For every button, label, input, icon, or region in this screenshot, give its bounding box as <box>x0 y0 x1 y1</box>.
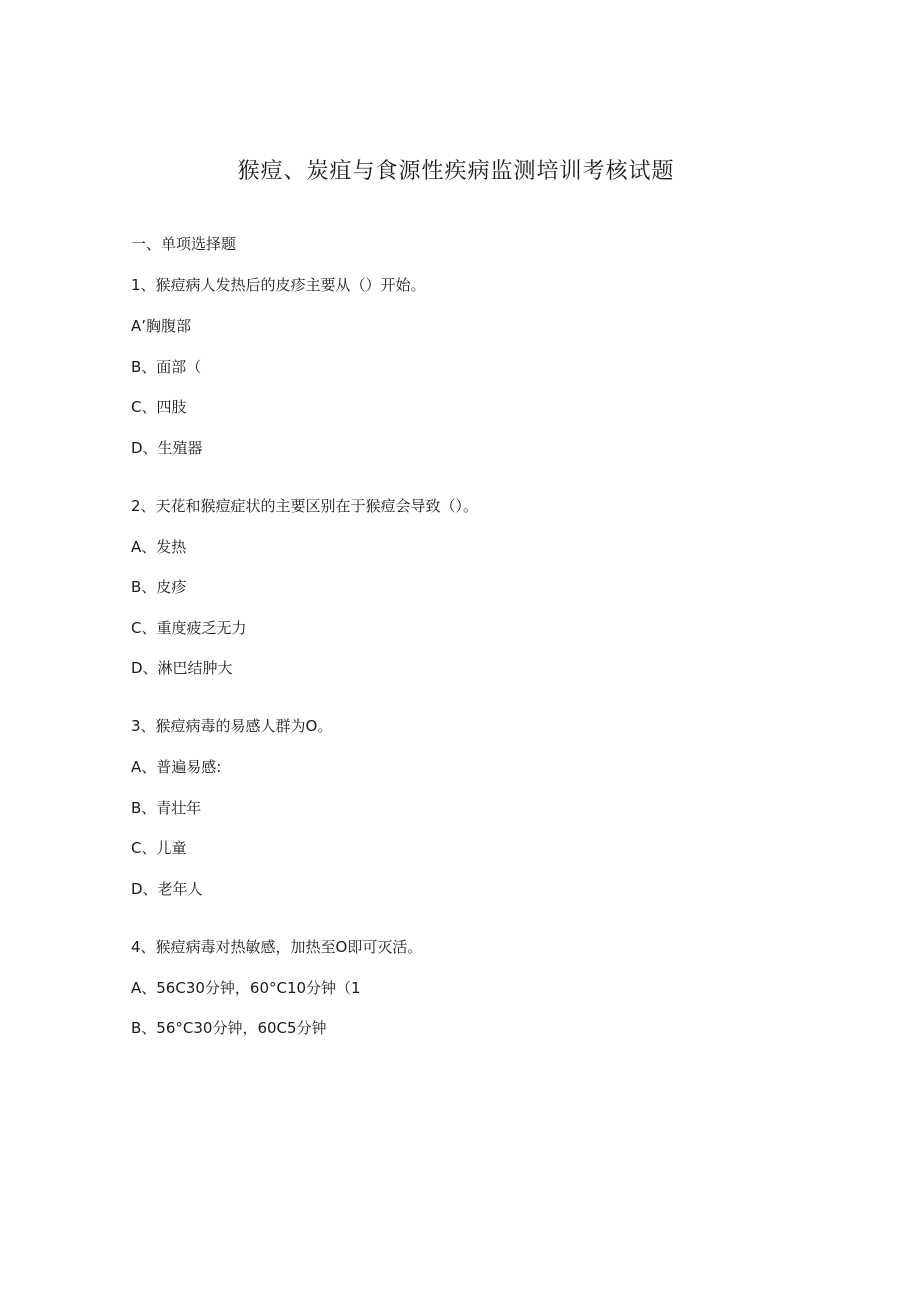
question-stem: 1、猴痘病人发热后的皮疹主要从（）开始。 <box>131 276 426 294</box>
option-b: B、青壮年 <box>131 798 202 817</box>
question-stem: 4、猴痘病毒对热敏感，加热至O即可灭活。 <box>131 937 423 956</box>
option-b: B、56°C30分钟，60C5分钟 <box>131 1019 327 1037</box>
document-title: 猴痘、炭疽与食源性疾病监测培训考核试题 <box>237 159 675 184</box>
option-a: A、56C30分钟，60°C10分钟（1 <box>131 978 361 997</box>
question-3 <box>131 714 831 901</box>
question-stem: 2、天花和猴痘症状的主要区别在于猴痘会导致（）。 <box>131 496 479 515</box>
question-2 <box>131 494 831 681</box>
section-heading: 一、单项选择题 <box>131 235 237 253</box>
question-4 <box>131 935 831 1041</box>
document-body <box>131 232 831 1074</box>
option-d: D、淋巴结肿大 <box>131 659 233 677</box>
question-1 <box>131 273 831 460</box>
option-c: C、儿童 <box>131 839 187 857</box>
option-c: C、重度疲乏无力 <box>131 618 247 637</box>
option-c: C、四肢 <box>131 398 187 416</box>
option-b: B、面部（ <box>131 357 202 376</box>
option-b: B、皮疹 <box>131 578 187 596</box>
option-a: A’胸腹部 <box>131 317 192 335</box>
question-stem: 3、猴痘病毒的易感人群为O。 <box>131 717 333 735</box>
option-d: D、老年人 <box>131 879 203 898</box>
option-a: A、发热 <box>131 537 187 556</box>
option-d: D、生殖器 <box>131 438 203 457</box>
option-a: A、普遍易感: <box>131 758 222 776</box>
